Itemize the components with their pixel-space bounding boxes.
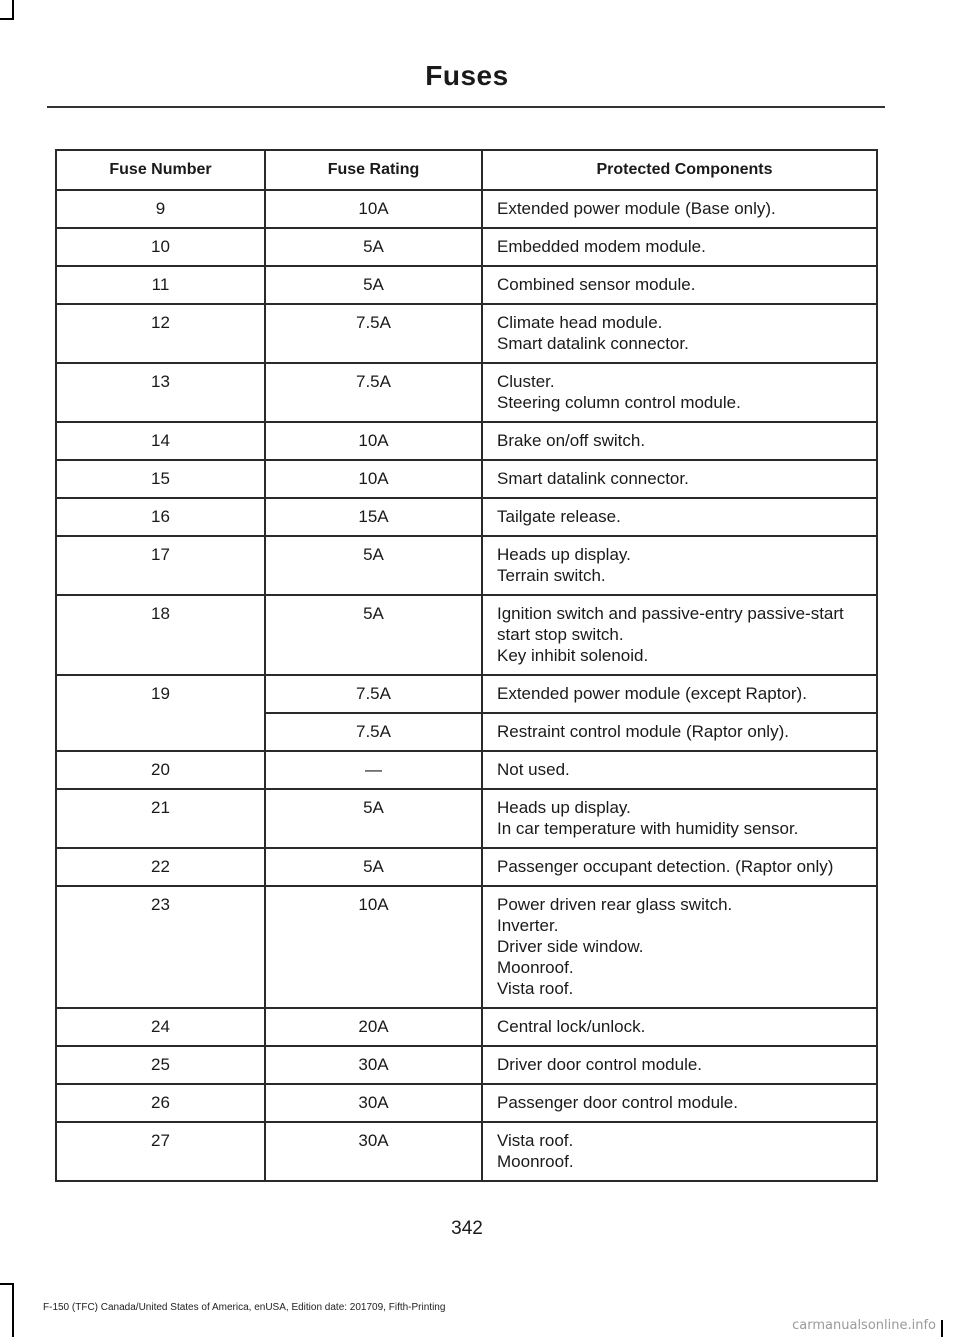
protected-components-cell: [482, 1084, 877, 1122]
protected-component: Power driven rear glass switch.: [497, 895, 733, 914]
fuse-number-cell: 10: [56, 228, 265, 266]
protected-component: Extended power module (Base only).: [497, 199, 776, 218]
protected-component: Passenger occupant detection. (Raptor only): [497, 857, 834, 876]
fuse-rating-cell: [265, 304, 482, 363]
protected-component: Moonroof.: [497, 958, 574, 977]
fuse-rating-cell: [265, 498, 482, 536]
fuse-rating-text: 7.5A: [356, 372, 391, 391]
protected-components-cell: [482, 1008, 877, 1046]
fuse-number-cell: 24: [56, 1008, 265, 1046]
table-row: [56, 363, 877, 422]
protected-component: Smart datalink connector.: [497, 469, 689, 488]
fuse-number-cell: 25: [56, 1046, 265, 1084]
protected-components-cell: [482, 422, 877, 460]
fuse-rating-text: 5A: [363, 275, 384, 294]
table-row: [56, 751, 877, 789]
protected-components-cell: [482, 1122, 877, 1181]
fuse-rating-cell: [265, 751, 482, 789]
fuse-rating-text: —: [365, 760, 382, 779]
protected-components-cell: [482, 848, 877, 886]
fuse-rating-text: 7.5A: [356, 722, 391, 741]
fuse-rating-cell: [265, 460, 482, 498]
protected-component: Steering column control module.: [497, 393, 741, 412]
table-row: [56, 1046, 877, 1084]
protected-components-cell: [482, 190, 877, 228]
fuse-rating-cell: [265, 789, 482, 848]
fuse-rating-text: 7.5A: [356, 313, 391, 332]
fuse-rating-text: 5A: [363, 237, 384, 256]
table-row: [56, 675, 877, 713]
fuse-rating-cell: [265, 1046, 482, 1084]
fuse-rating-text: 5A: [363, 798, 384, 817]
protected-component: Extended power module (except Raptor).: [497, 684, 807, 703]
fuse-rating-text: 10A: [358, 431, 389, 450]
fuse-rating-cell: [265, 886, 482, 1008]
fuse-rating-text: 30A: [358, 1131, 389, 1150]
fuse-rating-cell: [265, 1122, 482, 1181]
fuse-rating-cell: [265, 1008, 482, 1046]
header-divider: [47, 106, 885, 108]
protected-component: Cluster.: [497, 372, 555, 391]
protected-components-cell: [482, 228, 877, 266]
fuse-number-cell: 26: [56, 1084, 265, 1122]
fuse-number-cell: 12: [56, 304, 265, 363]
protected-components-cell: [482, 498, 877, 536]
edition-footer: F-150 (TFC) Canada/United States of America, enUSA, Edition date: 201709, Fifth-Printing: [43, 1302, 446, 1313]
fuse-rating-cell: [265, 363, 482, 422]
table-row: [56, 190, 877, 228]
page-title: Fuses: [425, 60, 509, 91]
fuse-rating-text: 30A: [358, 1093, 389, 1112]
table-row: [56, 460, 877, 498]
fuse-rating-cell: [265, 595, 482, 675]
column-header-fuse-number: Fuse Number: [56, 150, 265, 190]
protected-components-cell: [482, 460, 877, 498]
table-row: [56, 595, 877, 675]
fuse-table-body: [56, 190, 877, 1181]
fuse-rating-text: 10A: [358, 469, 389, 488]
protected-components-cell: [482, 266, 877, 304]
protected-component: Inverter.: [497, 916, 559, 935]
crop-mark: [941, 1320, 943, 1337]
protected-components-cell: [482, 595, 877, 675]
protected-component: Heads up display.: [497, 798, 631, 817]
fuse-rating-cell: [265, 675, 482, 713]
table-header-row: [56, 150, 877, 190]
protected-components-cell: [482, 751, 877, 789]
fuse-number-cell: 22: [56, 848, 265, 886]
protected-component: Heads up display.: [497, 545, 631, 564]
column-header-protected-components: Protected Components: [482, 150, 877, 190]
table-row: [56, 266, 877, 304]
fuse-rating-cell: [265, 713, 482, 751]
protected-components-cell: [482, 675, 877, 713]
fuse-table: [55, 149, 878, 1182]
fuse-rating-text: 7.5A: [356, 684, 391, 703]
watermark: carmanualsonline.info: [792, 1318, 936, 1333]
fuse-rating-cell: [265, 422, 482, 460]
fuse-number-cell: 21: [56, 789, 265, 848]
fuse-number-cell: 27: [56, 1122, 265, 1181]
table-row: [56, 1122, 877, 1181]
crop-mark: [12, 1283, 14, 1337]
protected-component: Brake on/off switch.: [497, 431, 646, 450]
protected-component: Vista roof.: [497, 979, 574, 998]
protected-components-cell: [482, 886, 877, 1008]
protected-component: Central lock/unlock.: [497, 1017, 646, 1036]
fuse-rating-text: 30A: [358, 1055, 389, 1074]
crop-mark: [0, 1283, 14, 1285]
protected-component: Vista roof.: [497, 1131, 574, 1150]
protected-component: Driver door control module.: [497, 1055, 703, 1074]
protected-component: Passenger door control module.: [497, 1093, 738, 1112]
fuse-number-cell: 20: [56, 751, 265, 789]
table-row: [56, 422, 877, 460]
fuse-rating-cell: [265, 266, 482, 304]
page-number: 342: [451, 1218, 483, 1239]
protected-component: Terrain switch.: [497, 566, 606, 585]
protected-components-cell: [482, 536, 877, 595]
protected-component: Moonroof.: [497, 1152, 574, 1171]
protected-component: Tailgate release.: [497, 507, 621, 526]
fuse-rating-cell: [265, 536, 482, 595]
crop-mark: [12, 0, 14, 20]
protected-component: Climate head module.: [497, 313, 663, 332]
fuse-rating-text: 5A: [363, 545, 384, 564]
fuse-number-cell: 9: [56, 190, 265, 228]
protected-components-cell: [482, 304, 877, 363]
fuse-rating-cell: [265, 848, 482, 886]
protected-component: Embedded modem module.: [497, 237, 706, 256]
fuse-rating-text: 15A: [358, 507, 389, 526]
fuse-rating-text: 10A: [358, 895, 389, 914]
table-row: [56, 1008, 877, 1046]
protected-component: Not used.: [497, 760, 570, 779]
protected-component: In car temperature with humidity sensor.: [497, 819, 799, 838]
fuse-rating-text: 20A: [358, 1017, 389, 1036]
table-row: [56, 228, 877, 266]
protected-components-cell: [482, 713, 877, 751]
table-row: [56, 789, 877, 848]
column-header-fuse-rating: Fuse Rating: [265, 150, 482, 190]
table-row: [56, 848, 877, 886]
fuse-number-cell: 19: [56, 675, 265, 751]
table-row: [56, 304, 877, 363]
protected-components-cell: [482, 363, 877, 422]
fuse-number-cell: 14: [56, 422, 265, 460]
fuse-number-cell: 16: [56, 498, 265, 536]
fuse-number-cell: 11: [56, 266, 265, 304]
protected-component: Ignition switch and passive-entry passive-start start stop switch.: [497, 604, 844, 644]
fuse-rating-text: 5A: [363, 857, 384, 876]
table-row: [56, 536, 877, 595]
fuse-rating-cell: [265, 228, 482, 266]
protected-component: Restraint control module (Raptor only).: [497, 722, 789, 741]
protected-component: Smart datalink connector.: [497, 334, 689, 353]
fuse-rating-text: 10A: [358, 199, 389, 218]
fuse-number-cell: 17: [56, 536, 265, 595]
fuse-number-cell: 18: [56, 595, 265, 675]
fuse-number-cell: 23: [56, 886, 265, 1008]
table-row: [56, 498, 877, 536]
table-row: [56, 886, 877, 1008]
fuse-rating-text: 5A: [363, 604, 384, 623]
protected-components-cell: [482, 789, 877, 848]
fuse-rating-cell: [265, 190, 482, 228]
protected-components-cell: [482, 1046, 877, 1084]
crop-mark: [0, 18, 14, 20]
fuse-rating-cell: [265, 1084, 482, 1122]
fuse-number-cell: 13: [56, 363, 265, 422]
protected-component: Combined sensor module.: [497, 275, 696, 294]
table-row: [56, 1084, 877, 1122]
fuse-number-cell: 15: [56, 460, 265, 498]
protected-component: Key inhibit solenoid.: [497, 646, 649, 665]
protected-component: Driver side window.: [497, 937, 644, 956]
